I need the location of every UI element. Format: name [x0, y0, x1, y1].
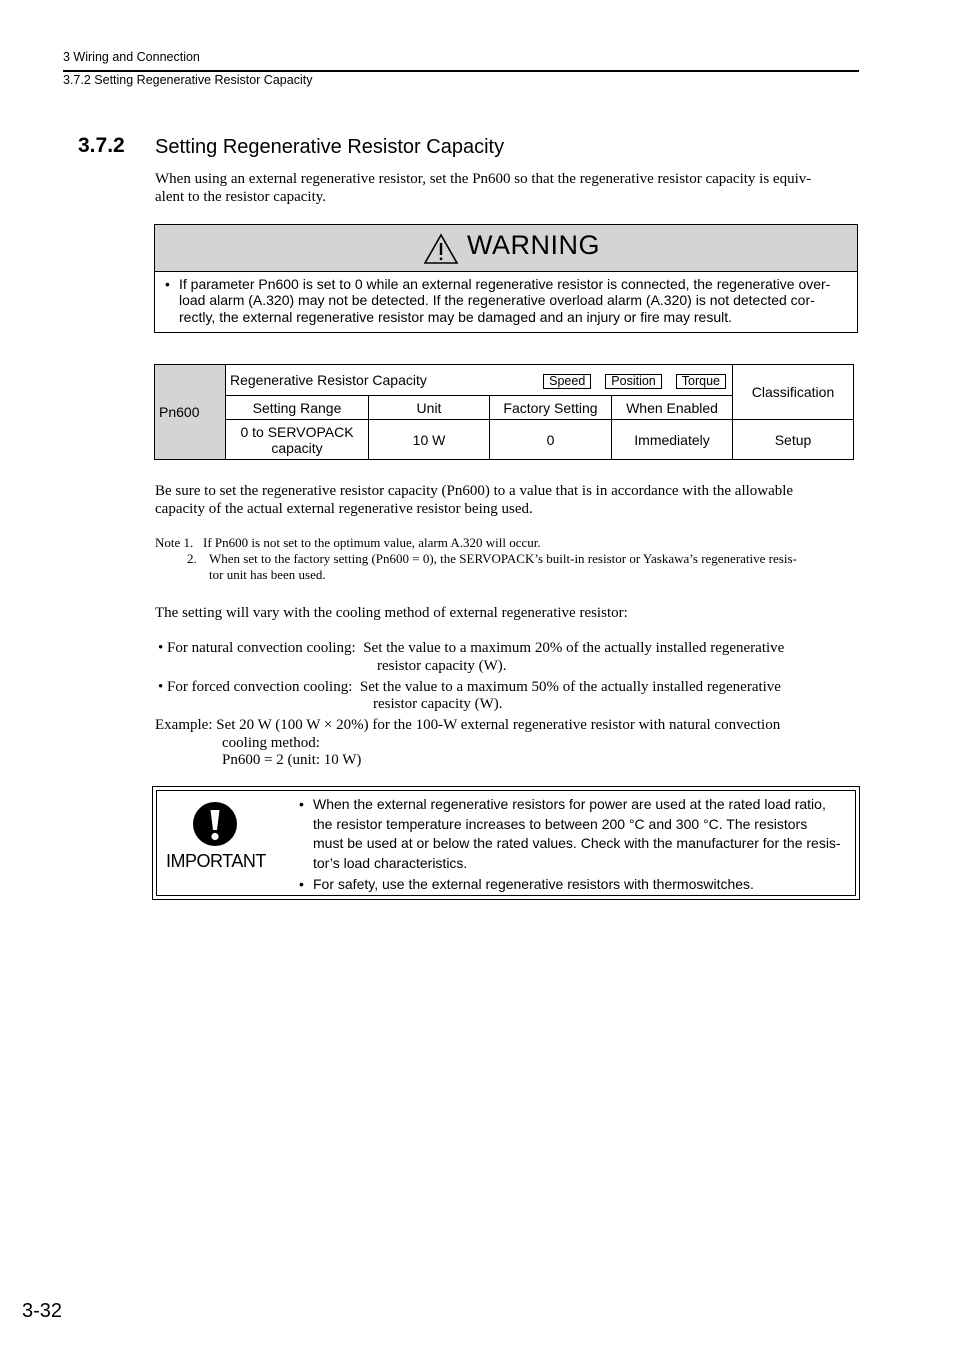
example-line-1: Example: Set 20 W (100 W × 20%) for the 100-W external regenerative resistor with natural convection	[155, 717, 781, 733]
running-header-section: 3.7.2 Setting Regenerative Resistor Capacity	[63, 73, 313, 87]
tag-torque: Torque	[676, 374, 726, 389]
header-setting-range: Setting Range	[226, 396, 369, 420]
important-text: • When the external regenerative resistors for power are used at the rated load ratio, the resistor temperature increases to between 200 °C and 300 °C. The resistors must be used at or below the rated values. Check with the manufacturer for the resis- tor’s load characteristics. • For safety, use the external regenerative resistors with thermoswitches.	[299, 796, 841, 892]
warning-title: WARNING	[467, 230, 600, 260]
header-when-enabled: When Enabled	[612, 396, 733, 420]
value-classification: Setup	[733, 420, 854, 460]
warning-box	[154, 224, 858, 333]
value-factory-setting: 0	[490, 420, 612, 460]
param-code: Pn600	[155, 365, 226, 460]
forced-cooling-item: • For forced convection cooling: Set the value to a maximum 50% of the actually installed regenerative	[158, 679, 781, 695]
natural-cooling-item-cont: resistor capacity (W).	[377, 658, 507, 674]
example-line-3: Pn600 = 2 (unit: 10 W)	[222, 752, 362, 768]
warning-triangle-icon	[423, 233, 459, 265]
exclamation-circle-icon	[192, 801, 238, 847]
warning-header	[155, 225, 857, 272]
natural-cooling-item: • For natural convection cooling: Set the value to a maximum 20% of the actually installed regenerative	[158, 640, 785, 656]
cooling-intro: The setting will vary with the cooling method of external regenerative resistor:	[155, 605, 628, 621]
important-box	[152, 786, 860, 900]
value-unit: 10 W	[369, 420, 490, 460]
note-2: 2. When set to the factory setting (Pn600 = 0), the SERVOPACK’s built-in resistor or Yaskawa’s regenerative resis- tor unit has been used.	[187, 551, 797, 582]
tag-speed: Speed	[543, 374, 591, 389]
important-label: IMPORTANT	[166, 851, 266, 871]
capacity-paragraph: Be sure to set the regenerative resistor capacity (Pn600) to a value that is in accordance with the allowable capacity of the actual external regenerative resistor being used.	[155, 483, 794, 517]
value-when-enabled: Immediately	[612, 420, 733, 460]
param-tags	[490, 365, 733, 396]
note-1: Note 1. If Pn600 is not set to the optimum value, alarm A.320 will occur.	[155, 535, 541, 550]
header-factory-setting: Factory Setting	[490, 396, 612, 420]
section-title: Setting Regenerative Resistor Capacity	[155, 136, 505, 158]
warning-bullet: •	[165, 276, 170, 292]
classification-header: Classification	[733, 365, 854, 420]
header-rule	[63, 70, 859, 72]
tag-position: Position	[605, 374, 661, 389]
param-name: Regenerative Resistor Capacity	[226, 365, 490, 396]
parameter-table	[154, 364, 854, 460]
forced-cooling-item-cont: resistor capacity (W).	[373, 696, 503, 712]
warning-text: • If parameter Pn600 is set to 0 while an external regenerative resistor is connected, the regenerative over- load alarm (A.320) may not be detected. If the regenerative overload alarm (A.320) is not detected cor- rectly, the external regenerative resistor may be damaged and an injury or fire may result.	[165, 276, 831, 325]
running-header-chapter: 3 Wiring and Connection	[63, 50, 200, 64]
section-number: 3.7.2	[78, 134, 125, 157]
page-number: 3-32	[22, 1300, 63, 1322]
header-unit: Unit	[369, 396, 490, 420]
example-line-2: cooling method:	[222, 735, 320, 751]
intro-paragraph: When using an external regenerative resistor, set the Pn600 so that the regenerative resistor capacity is equiv- alent to the resistor capacity.	[155, 171, 812, 205]
value-setting-range: 0 to SERVOPACK capacity	[226, 420, 369, 460]
